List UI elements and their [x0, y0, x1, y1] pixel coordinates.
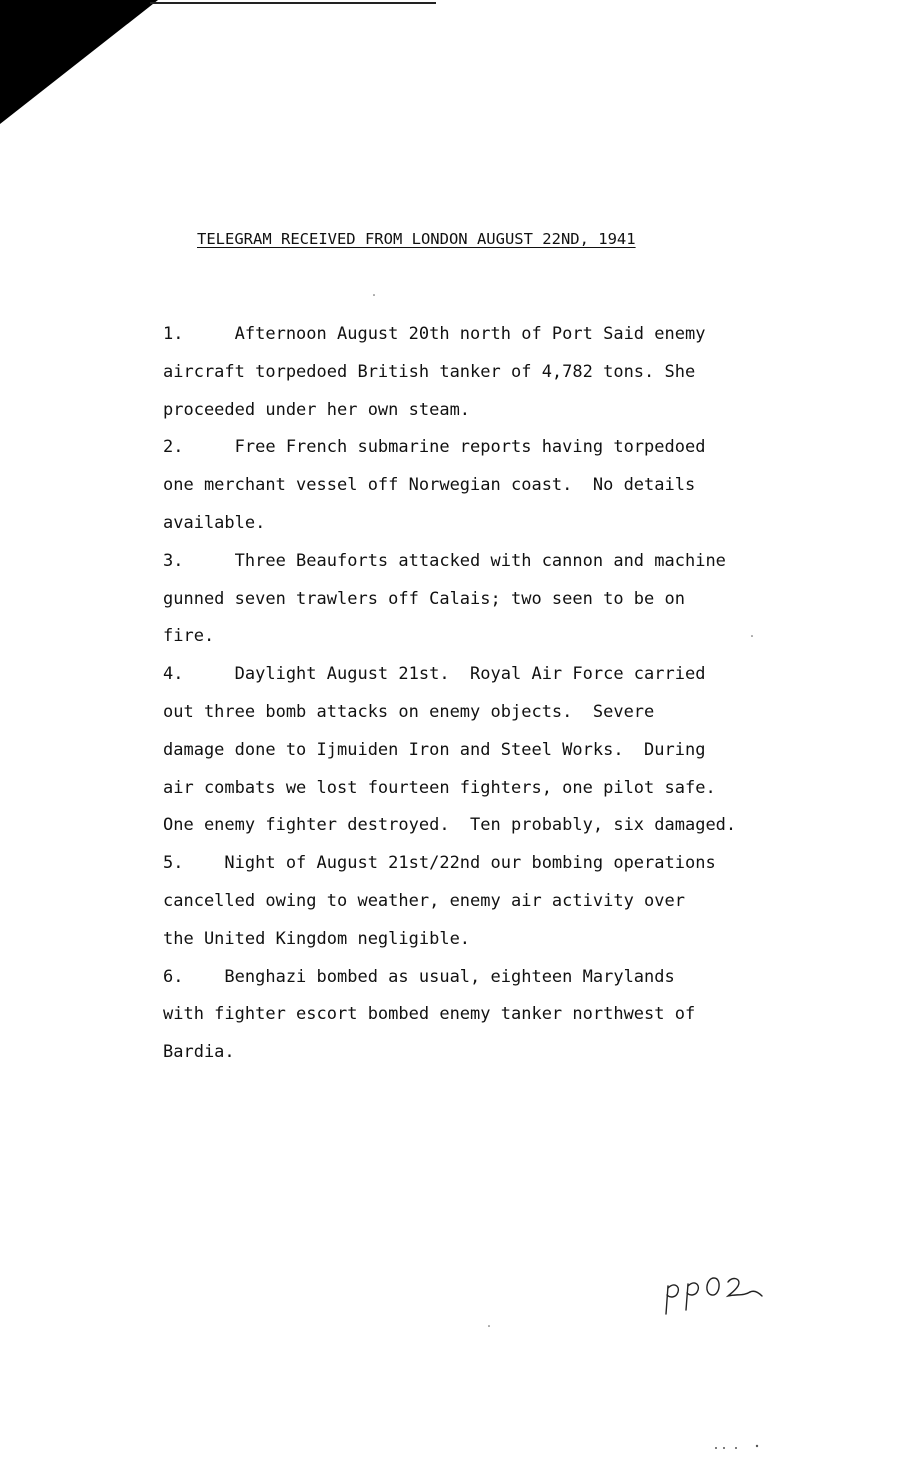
body-line: Bardia. — [163, 1042, 235, 1063]
body-line: 2. Free French submarine reports having torpedoed — [163, 437, 706, 458]
body-line: aircraft torpedoed British tanker of 4,782 tons. She — [163, 361, 696, 382]
body-line: 3. Three Beauforts attacked with cannon and machine — [163, 550, 726, 571]
body-line: cancelled owing to weather, enemy air activity over — [163, 890, 685, 911]
body-line: gunned seven trawlers off Calais; two seen to be on — [163, 588, 685, 609]
body-line: one merchant vessel off Norwegian coast. No details — [163, 475, 696, 496]
body-line: 6. Benghazi bombed as usual, eighteen Marylands — [163, 966, 675, 987]
body-line: available. — [163, 512, 266, 533]
body-line: 4. Daylight August 21st. Royal Air Force carried — [163, 664, 706, 685]
document-title: TELEGRAM RECEIVED FROM LONDON AUGUST 22ND, 1941 — [197, 230, 636, 248]
body-line: proceeded under her own steam. — [163, 399, 471, 420]
scan-edge-line — [150, 2, 436, 4]
body-line: with fighter escort bombed enemy tanker northwest of — [163, 1004, 696, 1025]
body-line: out three bomb attacks on enemy objects. Severe — [163, 701, 655, 722]
body-line: the United Kingdom negligible. — [163, 928, 471, 949]
body-line: air combats we lost fourteen fighters, one pilot safe. — [163, 777, 716, 798]
body-line: fire. — [163, 626, 215, 647]
body-line: 5. Night of August 21st/22nd our bombing operations — [163, 853, 716, 874]
folded-corner-shadow — [0, 0, 160, 125]
handwritten-note-pp02 — [662, 1268, 772, 1318]
telegram-body — [163, 316, 823, 1072]
body-line: damage done to Ijmuiden Iron and Steel Works. During — [163, 739, 706, 760]
body-line: 1. Afternoon August 20th north of Port Said enemy — [163, 324, 706, 344]
body-line: One enemy fighter destroyed. Ten probably, six damaged. — [163, 815, 737, 836]
